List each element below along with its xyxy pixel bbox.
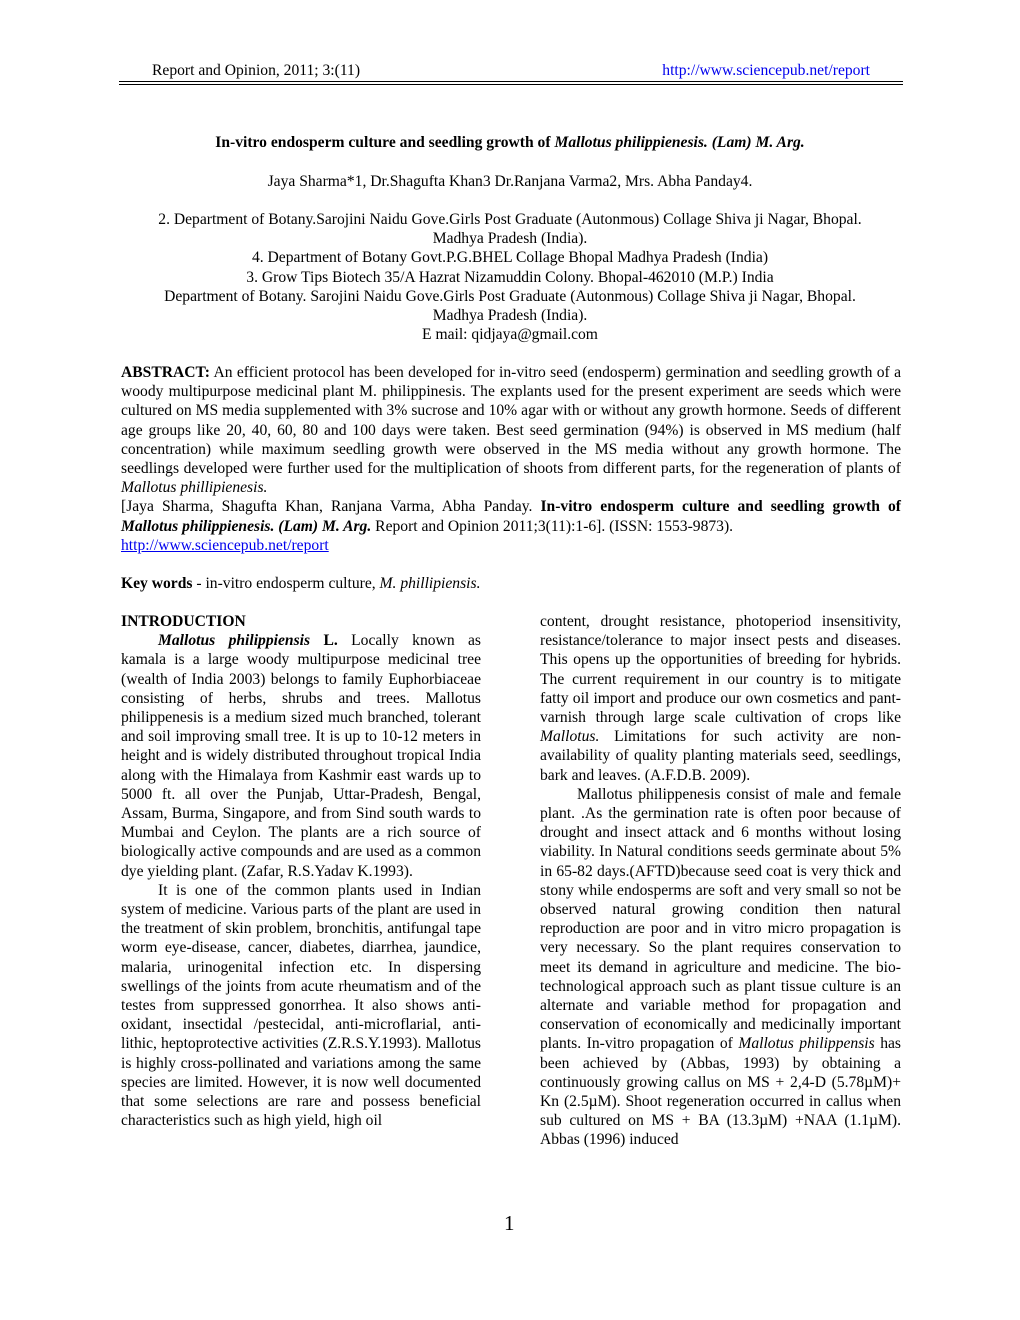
abstract [121,363,901,555]
title-text: In-vitro endosperm culture and seedling growth of [215,134,555,151]
journal-url-link[interactable]: http://www.sciencepub.net/report [662,62,870,79]
paragraph-text: has been achieved by (Abbas, 1993) by obtaining a continuously growing callus on MS + 2,4-D (5.78µM)+ Kn (2.5µM). Shoot regeneration occurred in callus when sub cultured on MS + BA (13.3µM) +NAA (1.1µM). Abbas (1996) induced [540,1035,901,1149]
species-name: Mallotus philippensis [738,1035,875,1053]
paragraph [540,612,901,785]
section-heading: INTRODUCTION [121,613,246,630]
authors: Jaya Sharma*1, Dr.Shagufta Khan3 Dr.Ranjana Varma2, Mrs. Abha Panday4. [267,173,753,190]
species-author: L. [310,632,338,650]
paragraph-text: Limitations for such activity are non-availability of quality planting materials seed, seedlings, bark and leaves. (A.F.D.B. 2009). [540,728,901,784]
header-rule [119,81,903,82]
abstract-text [121,363,901,497]
citation-species: Mallotus philippienesis. (Lam) M. Arg. [121,517,372,535]
header-rule-thin [119,84,903,85]
affiliation-line: 2. Department of Botany.Sarojini Naidu Gove.Girls Post Graduate (Autonmous) Collage Shiva ji Nagar, Bhopal. [158,211,862,228]
journal-citation: Report and Opinion, 2011; 3:(11) [152,62,361,79]
keywords-label: Key words [121,575,193,592]
paragraph [540,785,901,1150]
paragraph-text: content, drought resistance, photoperiod insensitivity, resistance/tolerance to major insect pests and diseases. This opens up the opportunities of breeding for hybrids. The current requirement in our country is to mitigate fatty oil import and produce our own cosmetics and pant-varnish through large scale cultivation of crops like [540,613,901,727]
affiliation-line: 4. Department of Botany Govt.P.G.BHEL Collage Bhopal Madhya Pradesh (India) [251,249,769,267]
abstract-species: Mallotus phillipienesis. [121,479,268,497]
paragraph-text: Locally known as kamala is a large woody multipurpose medicinal tree (wealth of India 2003) belongs to family Euphorbiaceae consisting of herbs, shrubs and trees. Mallotus philippenesis is a medium sized much branched, tolerant and soil improving small tree. It is up to 10-12 meters in height and is widely distributed throughout tropical India along with the Himalaya from Kashmir east wards up to 5000 ft. all over the Punjab, Uttar-Pradesh, Bengal, Assam, Burma, Singapore, and from Sind south wards to Mumbai and Ceylon. The plants are a rich source of biologically active compounds and are used as a common dye yielding plant. (Zafar, R.S.Yadav K.1993). [121,632,481,880]
affiliations [100,210,920,344]
keywords-text: - in-vitro endosperm culture, [192,575,380,592]
affiliation-line: Madhya Pradesh (India). [432,230,588,248]
affiliation-line: Department of Botany. Sarojini Naidu Gove.Girls Post Graduate (Autonmous) Collage Shiva ji Nagar, Bhopal. [164,287,856,305]
page-number: 1 [504,1211,515,1235]
keywords [121,574,480,593]
citation-title: In-vitro endosperm culture and seedling growth of [540,498,901,516]
citation-source: Report and Opinion 2011;3(11):1-6]. (ISSN: 1553-9873). [371,517,734,535]
species-name: Mallotus philippiensis [158,632,311,650]
abstract-body: An efficient protocol has been developed for in-vitro seed (endosperm) germination and seedling growth of a woody multipurpose medicinal plant M. philippinesis. The explants used for the present experiment are seeds which were cultured on MS media supplemented with 3% sucrose and 10% agar with or without any growth hormone. Seeds of different age groups like 20, 40, 60, 80 and 100 days were taken. Best seed germination (94%) is observed in MS medium (half concentration) while maximum seedling growth were observed in the MS media without any growth hormone. The seedlings developed were further used for the multiplication of shoots from different parts, for the regeneration of plants of [121,364,901,478]
citation-authors: [Jaya Sharma, Shagufta Khan, Ranjana Varma, Abha Panday. [121,498,541,516]
email: E mail: qidjaya@gmail.com [422,326,598,344]
citation [121,497,901,555]
species-name: Mallotus. [540,728,600,746]
title-species: Mallotus philippienesis. (Lam) M. Arg. [554,134,805,151]
right-column [540,612,901,1150]
running-header [119,61,903,81]
paragraph [121,631,481,881]
affiliation-line: Madhya Pradesh (India). [432,306,588,324]
abstract-label: ABSTRACT: [121,364,210,381]
left-column [121,612,481,1130]
citation-link[interactable]: http://www.sciencepub.net/report [121,536,329,554]
affiliation-line: 3. Grow Tips Biotech 35/A Hazrat Nizamuddin Colony. Bhopal-462010 (M.P.) India [246,268,774,286]
paragraph: It is one of the common plants used in Indian system of medicine. Various parts of the plant are used in the treatment of skin problem, bronchitis, antifungal tape worm eye-disease, cancer, diabetes, diarrhea, jaundice, malaria, urinogenital infection etc. In dispersing swellings of the joints from acute rheumatism and of the testes from suppressed gonorrhea. It also shows anti-oxidant, insectidal /pestecidal, anti-microflarial, anti-lithic, heptoprotective activities (Z.R.S.Y.1993). Mallotus is highly cross-pollinated and variations among the same species are limited. However, it is now well documented that some selections are rare and possess beneficial characteristics such as high yield, high oil [121,881,481,1130]
paragraph-text: Mallotus philippenesis consist of male and female plant. .As the germination rate is often poor because of drought and insect attack and 6 months without losing viability. In Natural conditions seeds germinate about 5% in 65-82 days.(AFTD)because seed coat is very thick and stony while endosperms are soft and very small so not be observed natural growing condition then natural reproduction are poor and in vitro micro propagation is very necessary. So the plant requires conservation to meet its demand in agriculture and medicine. The bio-technological approach such as plant tissue culture is an alternate and variable method for propagation and conservation of economically and medicinally important plants. In-vitro propagation of [540,785,901,1053]
keywords-species: M. phillipiensis. [379,575,481,592]
paper-title [100,133,920,152]
